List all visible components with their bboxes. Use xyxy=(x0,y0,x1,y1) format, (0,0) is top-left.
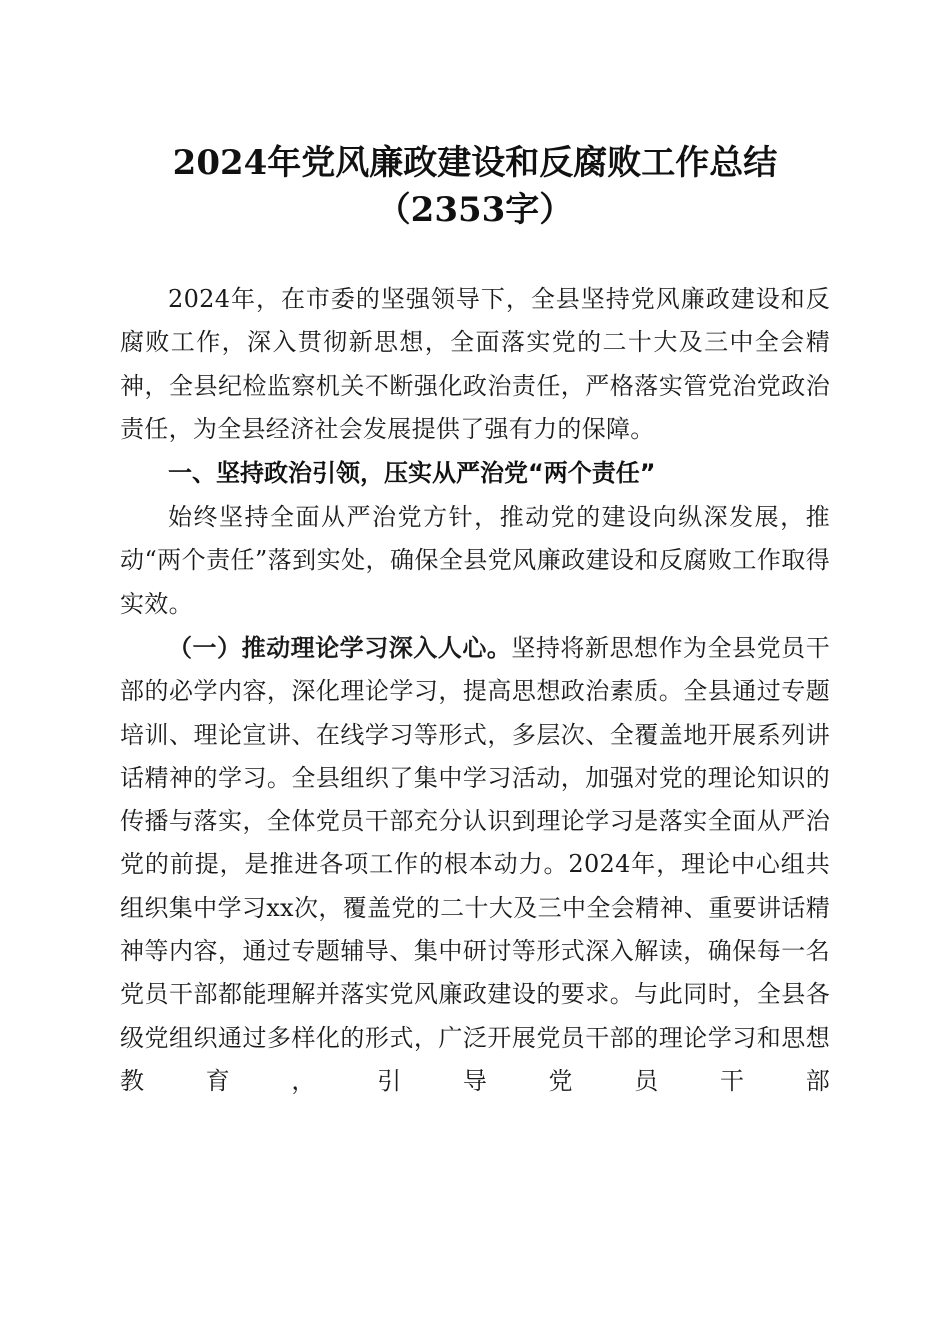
subsection-1-lead: （一）推动理论学习深入人心。 xyxy=(168,633,512,662)
section-1-heading: 一、坚持政治引领，压实从严治党“两个责任” xyxy=(168,459,656,487)
intro-paragraph: 2024年，在市委的坚强领导下，全县坚持党风廉政建设和反腐败工作，深入贯彻新思想，全面落实党的二十大及三中全会精神，全县纪检监察机关不断强化政治责任，严格落实管党治党政治责任，为全县经济社会发展提供了强有力的保障。 xyxy=(120,285,830,443)
document-title: 2024年党风廉政建设和反腐败工作总结 xyxy=(172,143,778,183)
subsection-1-paragraph xyxy=(120,626,830,1126)
document-subtitle: （2353字） xyxy=(376,190,574,230)
section-1-paragraph: 始终坚持全面从严治党方针，推动党的建设向纵深发展，推动“两个责任”落到实处，确保全县党风廉政建设和反腐败工作取得实效。 xyxy=(120,503,830,618)
subsection-1-text: 坚持将新思想作为全县党员干部的必学内容，深化理论学习，提高思想政治素质。全县通过专题培训、理论宣讲、在线学习等形式，多层次、全覆盖地开展系列讲话精神的学习。全县组织了集中学习活动，加强对党的理论知识的传播与落实，全体党员干部充分认识到理论学习是落实全面从严治党的前提，是推进各项工作的根本动力。2024年，理论中心组共组织集中学习xx次，覆盖党的二十大及三中全会精神、重要讲话精神等内容，通过专题辅导、集中研讨等形式深入解读，确保每一名党员干部都能理解并落实党风廉政建设的要求。与此同时，全县各级党组织通过多样化的形式，广泛开展党员干部的理论学习和思想教育，引导党员干部 xyxy=(120,634,830,1095)
